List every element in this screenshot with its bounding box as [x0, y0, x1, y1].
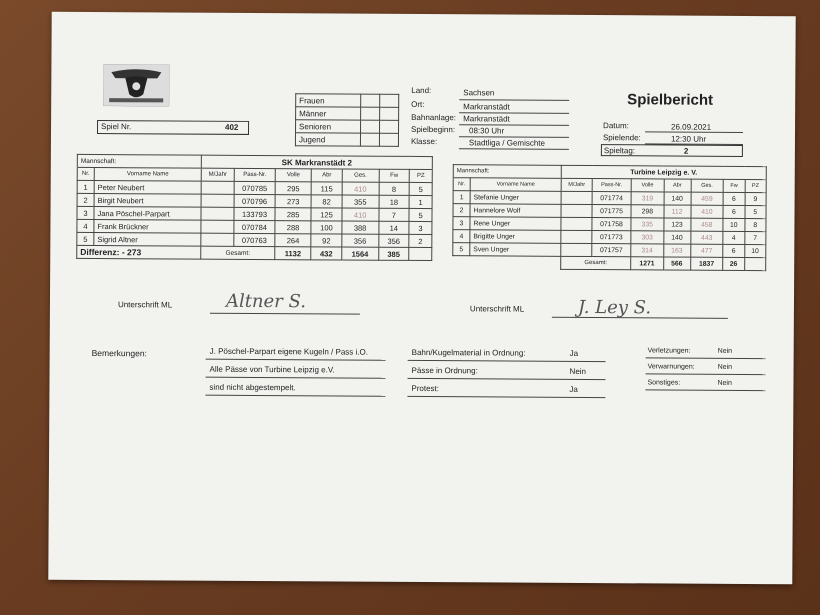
- home-gesamt-label: Gesamt:: [201, 246, 275, 259]
- spielende-value: 12:30 Uhr: [670, 134, 707, 144]
- col-nr: Nr.: [77, 167, 94, 180]
- away-team-name: Turbine Leipzig e. V.: [561, 165, 766, 179]
- checks-box: Bahn/Kugelmaterial in Ordnung: Ja Pässe in Ordnung: Nein Protest: Ja: [408, 344, 606, 345]
- col-ges: Ges.: [342, 169, 379, 182]
- differenz-label: Differenz:: [80, 246, 120, 258]
- home-team-name: SK Markranstädt 2: [201, 155, 432, 169]
- match-info: [410, 85, 571, 148]
- klasse-value: Stadtliga / Gemischte: [468, 138, 546, 148]
- differenz-value: - 273: [121, 247, 142, 258]
- home-signature-label: Unterschrift ML: [117, 300, 173, 310]
- game-number: 402: [225, 122, 239, 132]
- spieltag-value: 2: [683, 146, 689, 156]
- ort-label: Ort:: [411, 99, 425, 110]
- away-team-table: Mannschaft: Turbine Leipzig e. V. Nr. Vorname Name M/Jahr Pass-Nr. Volle Abr Ges. Fw PZ 1 Stefanie Unger 071774 319 140 459 6 9 2 Hannelore Wolf 071775 298 112 410 6 5 3 Rene Unger 071758 335 123 458 10 8 4 Brigitte Unger 071773 303 140 443 4 7 5 Sven Unger 071757 314 163 477 6 10 Gesamt: 1271 566 1837 26: [452, 164, 767, 271]
- away-mannschaft-label: Mannschaft:: [453, 165, 561, 179]
- col-pass: Pass-Nr.: [234, 168, 275, 181]
- spielende-label: Spielende:: [602, 133, 641, 143]
- col-name: Vorname Name: [94, 167, 201, 181]
- spieltag-label: Spieltag:: [603, 146, 636, 156]
- remark-line: sind nicht abgestempelt.: [209, 382, 296, 393]
- club-logo: [103, 64, 169, 106]
- category-jugend: Jugend: [295, 133, 360, 146]
- land-value: Sachsen: [463, 88, 495, 98]
- ort-value: Markranstädt: [463, 102, 510, 112]
- category-grid: [295, 93, 399, 147]
- category-frauen: Frauen: [296, 94, 361, 107]
- remark-line: J. Pöschel-Parpart eigene Kugeln / Pass i.O.: [209, 346, 369, 357]
- table-row: 2 Hannelore Wolf 071775 298 112 410 6 5: [453, 204, 766, 219]
- away-gesamt-label: Gesamt:: [561, 256, 631, 269]
- totals-row: Gesamt: 1271 566 1837 26: [453, 256, 766, 271]
- datum-value: 26.09.2021: [671, 122, 712, 132]
- klasse-label: Klasse:: [410, 136, 438, 147]
- table-row: 5 Sigrid Altner 070763 264 92 356 356 2: [77, 232, 432, 247]
- away-signature: J. Ley S.: [577, 296, 652, 319]
- table-row: 2 Birgit Neubert 070796 273 82 355 18 1: [77, 193, 432, 208]
- bahnanlage-value: Markranstädt: [463, 114, 510, 124]
- remark-line: Alle Pässe von Turbine Leipzig e.V.: [209, 364, 335, 375]
- score-sheet: [48, 12, 795, 585]
- col-fw: Fw: [379, 169, 410, 182]
- spielbeginn-label: Spielbeginn:: [411, 124, 456, 135]
- col-pz: PZ: [409, 169, 432, 182]
- home-team-table: [76, 154, 433, 261]
- totals-row: Differenz: - 273 Gesamt: 1132 432 1564 385: [77, 245, 432, 260]
- game-number-label: Spiel Nr.: [101, 122, 132, 132]
- bahnanlage-label: Bahnanlage:: [411, 112, 457, 123]
- category-maenner: Männer: [296, 107, 361, 120]
- remarks-label: Bemerkungen:: [91, 347, 147, 359]
- col-mjahr: M/Jahr: [201, 168, 234, 181]
- table-row: 5 Sven Unger 071757 314 163 477 6 10: [453, 243, 766, 258]
- remarks-box: [206, 343, 386, 393]
- col-volle: Volle: [275, 169, 311, 182]
- table-row: 1 Stefanie Unger 071774 319 140 459 6 9: [453, 191, 766, 206]
- away-signature-label: Unterschrift ML: [469, 304, 525, 314]
- page-title: Spielbericht: [627, 91, 714, 109]
- category-senioren: Senioren: [296, 120, 361, 133]
- home-mannschaft-label: Mannschaft:: [77, 154, 201, 168]
- table-row: 4 Frank Brückner 070784 288 100 388 14 3: [77, 219, 432, 234]
- spielbeginn-value: 08:30 Uhr: [468, 126, 505, 136]
- table-row: 3 Rene Unger 071758 335 123 458 10 8: [453, 217, 766, 232]
- datum-label: Datum:: [603, 121, 629, 131]
- table-row: 3 Jana Pöschel-Parpart 133793 285 125 410 7 5: [77, 206, 432, 221]
- table-row: 4 Brigitte Unger 071773 303 140 443 4 7: [453, 230, 766, 245]
- col-abr: Abr: [312, 169, 343, 182]
- table-row: 1 Peter Neubert 070785 295 115 410 8 5: [77, 180, 432, 195]
- land-label: Land:: [411, 85, 432, 96]
- home-signature: Altner S.: [225, 290, 307, 313]
- incidents-box: Verletzungen: Nein Verwarnungen: Nein Sonstiges: Nein: [646, 345, 766, 346]
